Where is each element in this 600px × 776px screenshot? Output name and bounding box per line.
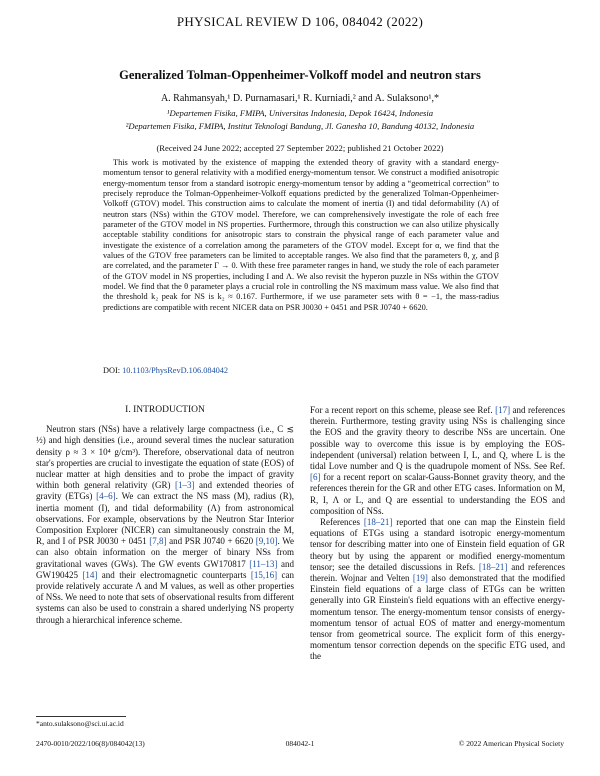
footer-issn: 2470-0010/2022/106(8)/084042(13) (36, 739, 145, 748)
doi-line (103, 366, 228, 375)
footer-page-number: 084042-1 (285, 739, 315, 748)
doi-label: DOI: (103, 366, 123, 375)
intro-paragraph-1: Neutron stars (NSs) have a relatively large compactness (i.e., C ≲ ½) and high densities (i.e., around several times the nuclear saturation density ρ ≈ 3 × 10⁴ g/cm³). Therefore, observational data of neutron star's properties are crucial to investigate the equation of state (EOS) of nuclear matter at high densities and to probe the impact of gravity within both general relativity (GR) [1–3] and extended theories of gravity (ETGs) [4–6]. We can extract the NS mass (M), radius (R), inertia moment (I), and tidal deformability (Λ) from astronomical observations. For example, observations by the Neutron Star Interior Composition Explorer (NICER) can simultaneously constrain the M, R, and I of PSR J0030 + 0451 [7,8] and PSR J0740 + 6620 [9,10]. We can also obtain information on the merger of binary NSs from gravitational waves (GWs). The GW events GW170817 [11–13] and GW190425 [14] and their electromagnetic counterparts [15,16] can provide relatively accurate Λ and M values, as well as other properties of NSs. We need to note that sets of observational results from different systems can also be used to constrain a shared underlying NS property through a hierarchical inference scheme. (36, 424, 295, 625)
footnote-divider (36, 716, 126, 717)
intro-paragraph-2: References [18–21] reported that one can map the Einstein field equations of ETGs using a standard isotropic energy-momentum tensor for describing matter into one of Einstein field equation of GR theory but by using the apparent or modified energy-momentum tensor; see the detailed discussions in Refs. [18–21] and references therein. Wojnar and Velten [19] also demonstrated that the modified Einstein field equations of a large class of ETGs can be written generally into GR Einstein's field equations with an effective energy-momentum tensor. The energy-momentum tensor consists of energy-momentum tensor of actual EOS of matter and energy-momentum tensor from geometrical source. The explicit form of this energy-momentum tensor correction depends on the specific ETG used, and the (310, 517, 566, 662)
citation-link[interactable]: [19] (412, 573, 428, 584)
section-title: I. INTRODUCTION (125, 405, 205, 415)
corresponding-author-email: *anto.sulaksono@sci.ui.ac.id (36, 719, 124, 728)
paper-title: Generalized Tolman-Oppenheimer-Volkoff model and neutron stars (119, 68, 481, 82)
citation-link[interactable]: [15,16] (250, 569, 278, 580)
author-names: A. Rahmansyah,¹ D. Purnamasari,¹ R. Kurniadi,² and A. Sulaksono¹,* (160, 93, 440, 104)
citation-link[interactable]: [14] (82, 569, 98, 580)
citation-link[interactable]: [17] (495, 405, 511, 415)
affiliation-2: ²Departemen Fisika, FMIPA, Institut Teknologi Bandung, Jl. Ganesha 10, Bandung 40132, Indonesia (125, 121, 475, 131)
publication-dates: (Received 24 June 2022; accepted 27 September 2022; published 21 October 2022) (156, 143, 444, 153)
journal-header: PHYSICAL REVIEW D 106, 084042 (2022) (176, 14, 424, 29)
citation-link[interactable]: [18–21] (478, 561, 508, 572)
right-column (310, 405, 565, 663)
abstract: This work is motivated by the existence of mapping the extended theory of gravity with a standard energy-momentum tensor to general relativity with a modified energy-momentum tensor. We construct a modified anisotropic energy-momentum tensor from a standard isotropic energy-momentum tensor by adding a “geometrical correction” to precisely reproduce the Tolman-Oppenheimer-Volkoff equations predicted by the generalized Tolman-Oppenheimer-Volkoff (GTOV) model. This construction aims to calculate the moment of inertia (I) and tidal deformability (Λ) of neutron stars (NSs) within the GTOV model. Therefore, we can comprehensively investigate the role of each free parameter of the GTOV model in NS properties. Furthermore, through this construction we can also utilize physically acceptable stability conditions for anisotropic stars to constrain the physical range of each parameter value and investigate the existence of a correlation among the parameters of the GTOV model. Except for α, we find that the values of the GTOV free parameters can be limited to acceptable ranges. We also find that the parameters θ, χ, and β are correlated, and the parameter Γ → 0. With these free parameter ranges in hand, we study the role of each parameter of the GTOV model in NS properties, including I and Λ. We also revisit the hyperon puzzle in NSs within the GTOV model. We find that the θ parameter plays a crucial role in controlling the NS maximum mass value. We also find that the threshold k₂ peak for NS is k₂ ≈ 0.167. Furthermore, if we use parameter sets with θ = −1, the mass-radius predictions are compatible with recent NICER data on PSR J0030 + 0451 and PSR J0740 + 6620. (103, 158, 499, 312)
affiliation-1: ¹Departemen Fisika, FMIPA, Universitas Indonesia, Depok 16424, Indonesia (166, 108, 434, 118)
left-column (36, 405, 294, 626)
author-list (0, 93, 600, 104)
citation-link[interactable]: [6] (310, 472, 321, 483)
citation-link[interactable]: [18–21] (363, 517, 393, 528)
citation-link[interactable]: [9,10] (255, 536, 278, 547)
citation-link[interactable]: [1–3] (175, 480, 195, 491)
citation-link[interactable]: [7,8] (149, 536, 167, 547)
intro-paragraph-1-continued: For a recent report on this scheme, please see Ref. [17] and references therein. Furthermore, testing gravity using NSs is challenging since the EOS and the gravity theory to describe NSs are uncertain. One possible way to overcome this issue is by employing the EOS-independent (universal) relation between I, L, and Q, where L is the tidal Love number and Q is the quadrupole moment of NSs. See Ref. [6] for a recent report on scalar-Gauss-Bonnet gravity theory, and the references therein for the GR and other ETG cases. Information on M, R, I, Λ or L, and Q are essential to understanding the EOS and composition of NSs. (310, 405, 565, 516)
doi-link[interactable]: 10.1103/PhysRevD.106.084042 (122, 366, 229, 375)
footer-copyright: © 2022 American Physical Society (458, 739, 564, 748)
citation-link[interactable]: [4–6] (96, 491, 116, 502)
citation-link[interactable]: [11–13] (249, 558, 278, 569)
